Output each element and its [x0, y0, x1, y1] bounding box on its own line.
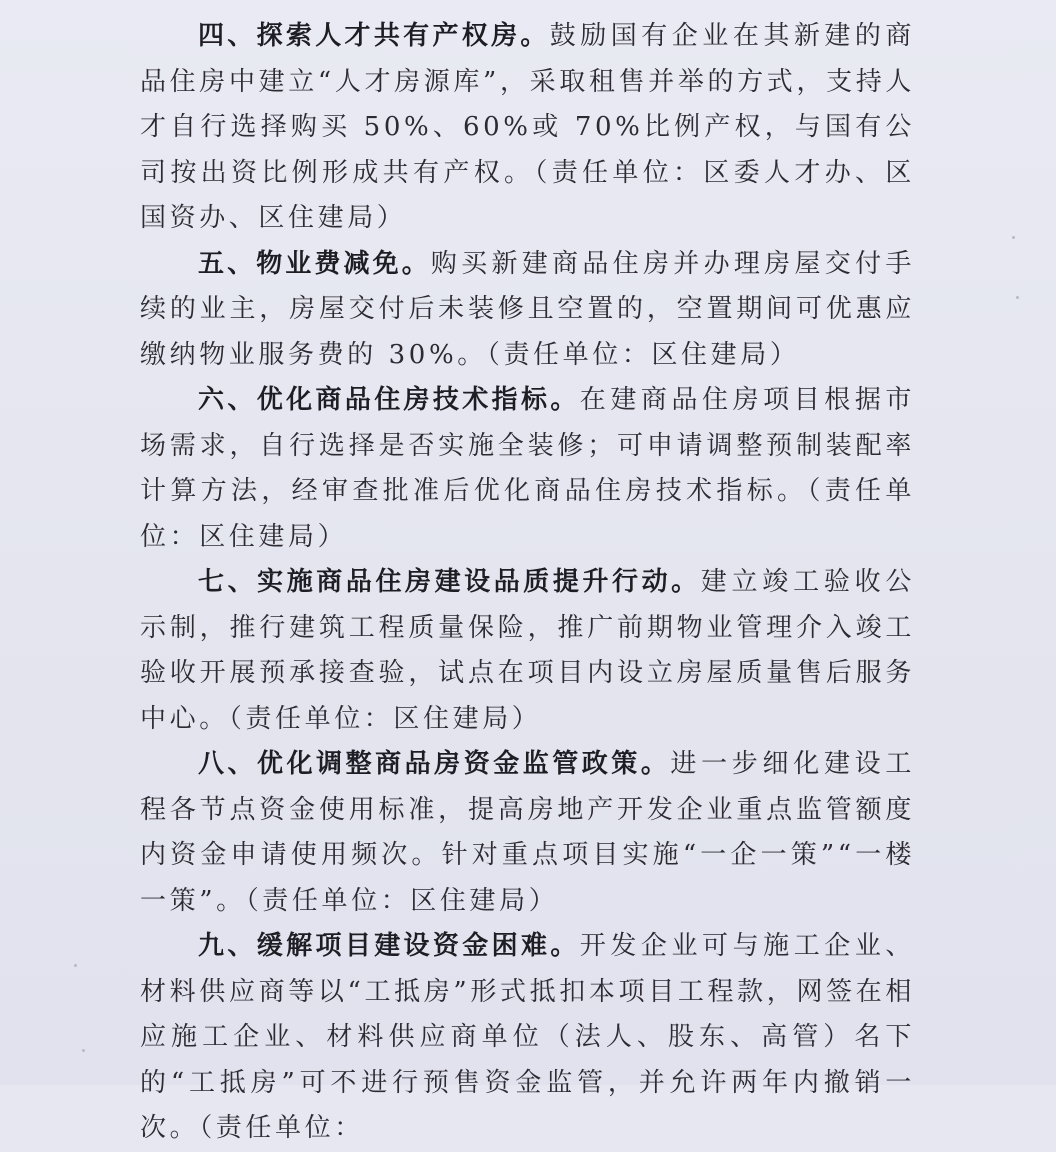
- paragraph-text: 购买新建商品住房并办理房屋交付手续的业主，房屋交付后未装修且空置的，空置期间可优惠应缴纳物业服务费的 30%。（责任单位：区住建局）: [140, 248, 916, 370]
- paragraph-heading: 四、探索人才共有产权房。: [198, 21, 550, 51]
- paragraph-text: 在建商品住房项目根据市场需求，自行选择是否实施全装修；可申请调整预制装配率计算方法，经审查批准后优化商品住房技术指标。（责任单位：区住建局）: [140, 385, 915, 552]
- paragraph-heading: 七、实施商品住房建设品质提升行动。: [198, 567, 701, 597]
- paragraph-5: [140, 242, 915, 379]
- paragraph-4: [140, 14, 915, 242]
- paragraph-heading: 八、优化调整商品房资金监管政策。: [198, 749, 671, 779]
- paragraph-text: 建立竣工验收公示制，推行建筑工程质量保险，推广前期物业管理介入竣工验收开展预承接查验，试点在项目内设立房屋质量售后服务中心。（责任单位：区住建局）: [140, 567, 915, 734]
- paragraph-7: [140, 560, 915, 742]
- paper-speck: [1012, 236, 1015, 239]
- paper-speck: [74, 964, 77, 967]
- paragraph-heading: 五、物业费减免。: [198, 248, 431, 279]
- paragraph-text: 开发企业可与施工企业、材料供应商等以“工抵房”形式抵扣本项目工程款，网签在相应施工企业、材料供应商单位（法人、股东、高管）名下的“工抵房”可不进行预售资金监管，并允许两年内撤销一次。（责任单位：: [140, 931, 915, 1143]
- document-body: [140, 14, 915, 1152]
- paper-speck: [1016, 296, 1019, 299]
- paper-speck: [82, 1049, 85, 1052]
- paragraph-heading: 六、优化商品住房技术指标。: [198, 385, 580, 415]
- paragraph-8: [140, 742, 915, 924]
- paragraph-6: [140, 378, 915, 560]
- paragraph-heading: 九、缓解项目建设资金困难。: [198, 931, 580, 961]
- paragraph-9: [140, 924, 915, 1152]
- paragraph-text: 进一步细化建设工程各节点资金使用标准，提高房地产开发企业重点监管额度内资金申请使用频次。针对重点项目实施“一企一策”“一楼一策”。（责任单位：区住建局）: [140, 749, 915, 916]
- paragraph-text: 鼓励国有企业在其新建的商品住房中建立“人才房源库”，采取租售并举的方式，支持人才自行选择购买 50%、60%或 70%比例产权，与国有公司按出资比例形成共有产权。（责任单位：区委人才办、区国资办、区住建局）: [140, 21, 915, 233]
